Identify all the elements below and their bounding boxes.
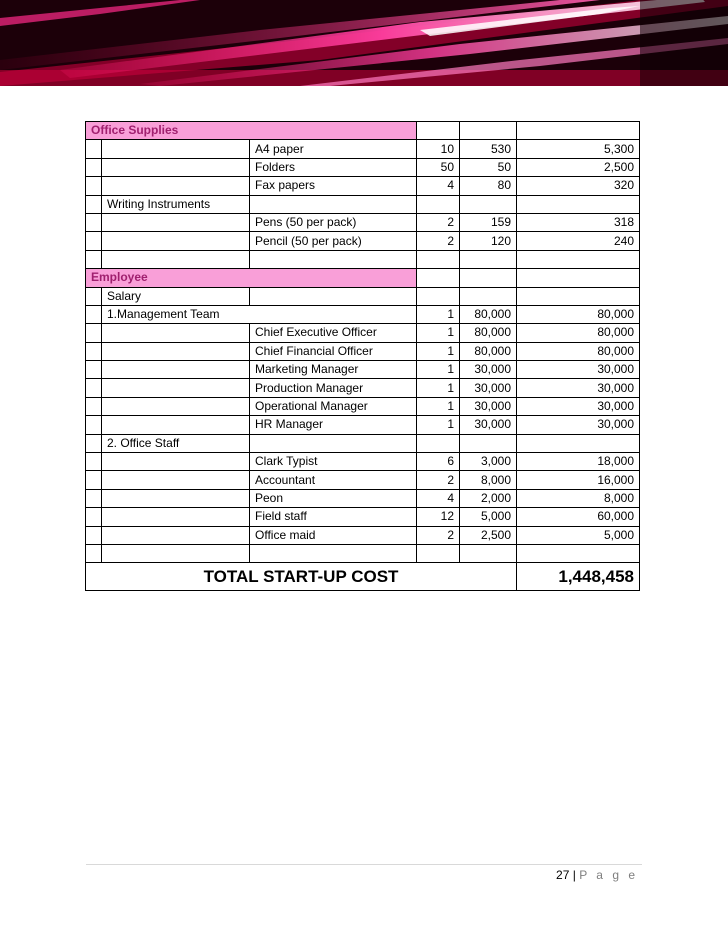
startup-cost-table <box>85 121 640 591</box>
group-cell <box>102 471 250 489</box>
indent-cell <box>86 287 102 305</box>
price-cell: 80,000 <box>460 305 517 323</box>
indent-cell <box>86 453 102 471</box>
group-cell <box>102 361 250 379</box>
qty-cell: 4 <box>417 177 460 195</box>
footer-divider <box>86 864 642 865</box>
price-cell <box>460 195 517 213</box>
price-cell <box>460 434 517 452</box>
group-cell <box>102 158 250 176</box>
table-row <box>86 471 640 489</box>
indent-cell <box>86 342 102 360</box>
price-cell: 30,000 <box>460 397 517 415</box>
table-row <box>86 489 640 507</box>
price-cell: 5,000 <box>460 508 517 526</box>
qty-cell: 1 <box>417 324 460 342</box>
total-cell: 80,000 <box>517 342 640 360</box>
group-cell <box>102 416 250 434</box>
qty-cell <box>417 269 460 287</box>
table-row <box>86 361 640 379</box>
item-label: Pencil (50 per pack) <box>250 232 417 250</box>
indent-cell <box>86 232 102 250</box>
table-row <box>86 397 640 415</box>
table-row <box>86 526 640 544</box>
qty-cell: 1 <box>417 397 460 415</box>
price-cell: 30,000 <box>460 416 517 434</box>
qty-cell <box>417 250 460 268</box>
total-cell: 30,000 <box>517 397 640 415</box>
table-row <box>86 544 640 562</box>
item-cell <box>250 287 417 305</box>
price-cell <box>460 250 517 268</box>
item-label: Pens (50 per pack) <box>250 213 417 231</box>
qty-cell: 2 <box>417 232 460 250</box>
group-cell <box>102 213 250 231</box>
indent-cell <box>86 544 102 562</box>
price-cell: 2,000 <box>460 489 517 507</box>
group-cell <box>102 342 250 360</box>
group-cell <box>102 397 250 415</box>
table-row <box>86 379 640 397</box>
item-label: Fax papers <box>250 177 417 195</box>
item-label: Folders <box>250 158 417 176</box>
indent-cell <box>86 397 102 415</box>
price-cell <box>460 287 517 305</box>
item-label: Chief Financial Officer <box>250 342 417 360</box>
indent-cell <box>86 489 102 507</box>
indent-cell <box>86 140 102 158</box>
indent-cell <box>86 195 102 213</box>
item-label: Chief Executive Officer <box>250 324 417 342</box>
group-cell <box>102 177 250 195</box>
qty-cell: 1 <box>417 342 460 360</box>
total-cell: 16,000 <box>517 471 640 489</box>
banner-graphic <box>0 0 728 86</box>
qty-cell <box>417 195 460 213</box>
page-footer <box>556 868 638 882</box>
total-cell: 30,000 <box>517 361 640 379</box>
item-label: Marketing Manager <box>250 361 417 379</box>
total-cell <box>517 544 640 562</box>
qty-cell: 1 <box>417 305 460 323</box>
table-row <box>86 508 640 526</box>
table-row <box>86 434 640 452</box>
item-label: Operational Manager <box>250 397 417 415</box>
item-label <box>250 544 417 562</box>
price-cell: 80,000 <box>460 342 517 360</box>
total-cell: 80,000 <box>517 305 640 323</box>
price-cell: 30,000 <box>460 379 517 397</box>
group-cell <box>102 489 250 507</box>
qty-cell <box>417 544 460 562</box>
total-cell: 5,300 <box>517 140 640 158</box>
price-cell: 8,000 <box>460 471 517 489</box>
table-row <box>86 324 640 342</box>
total-cell <box>517 250 640 268</box>
total-cell: 18,000 <box>517 453 640 471</box>
indent-cell <box>86 416 102 434</box>
item-label <box>250 250 417 268</box>
section-header-row <box>86 269 640 287</box>
total-cell: 318 <box>517 213 640 231</box>
total-cell: 2,500 <box>517 158 640 176</box>
qty-cell: 50 <box>417 158 460 176</box>
total-cell: 80,000 <box>517 324 640 342</box>
indent-cell <box>86 305 102 323</box>
group-cell <box>102 508 250 526</box>
indent-cell <box>86 379 102 397</box>
header-banner <box>0 0 728 86</box>
group-cell <box>102 379 250 397</box>
page-number: 27 <box>556 868 570 882</box>
price-cell: 30,000 <box>460 361 517 379</box>
total-cell <box>517 287 640 305</box>
item-label: HR Manager <box>250 416 417 434</box>
price-cell: 80,000 <box>460 324 517 342</box>
table-row <box>86 232 640 250</box>
page-separator: | <box>572 868 576 882</box>
indent-cell <box>86 361 102 379</box>
group-cell <box>102 544 250 562</box>
price-cell: 530 <box>460 140 517 158</box>
item-label: Field staff <box>250 508 417 526</box>
indent-cell <box>86 250 102 268</box>
price-cell: 50 <box>460 158 517 176</box>
table-row <box>86 177 640 195</box>
total-label: TOTAL START-UP COST <box>86 563 517 591</box>
indent-cell <box>86 158 102 176</box>
qty-cell <box>417 122 460 140</box>
total-cell <box>517 195 640 213</box>
table-row <box>86 158 640 176</box>
total-cell <box>517 434 640 452</box>
item-label: Peon <box>250 489 417 507</box>
group-cell <box>102 324 250 342</box>
indent-cell <box>86 434 102 452</box>
table-row <box>86 140 640 158</box>
indent-cell <box>86 324 102 342</box>
indent-cell <box>86 471 102 489</box>
qty-cell: 10 <box>417 140 460 158</box>
table-row <box>86 213 640 231</box>
price-cell: 80 <box>460 177 517 195</box>
group-cell <box>102 232 250 250</box>
group-cell <box>102 453 250 471</box>
qty-cell: 2 <box>417 213 460 231</box>
item-label: Accountant <box>250 471 417 489</box>
indent-cell <box>86 213 102 231</box>
group-cell <box>102 140 250 158</box>
qty-cell: 1 <box>417 379 460 397</box>
group-label: 2. Office Staff <box>102 434 250 452</box>
table-row <box>86 453 640 471</box>
table-row <box>86 250 640 268</box>
item-label: Office maid <box>250 526 417 544</box>
table-row <box>86 195 640 213</box>
qty-cell: 2 <box>417 471 460 489</box>
table-body <box>86 122 640 563</box>
total-cell: 320 <box>517 177 640 195</box>
price-cell <box>460 122 517 140</box>
qty-cell: 12 <box>417 508 460 526</box>
total-cell: 8,000 <box>517 489 640 507</box>
qty-cell: 4 <box>417 489 460 507</box>
price-cell <box>460 269 517 287</box>
group-label: Writing Instruments <box>102 195 250 213</box>
group-cell <box>102 250 250 268</box>
table-row <box>86 287 640 305</box>
total-cell: 30,000 <box>517 416 640 434</box>
total-cell: 5,000 <box>517 526 640 544</box>
section-header-row <box>86 122 640 140</box>
price-cell: 120 <box>460 232 517 250</box>
section-title: Office Supplies <box>86 122 417 140</box>
page-label: P a g e <box>579 868 638 882</box>
group-label: 1.Management Team <box>102 305 417 323</box>
table-row <box>86 416 640 434</box>
total-cell: 30,000 <box>517 379 640 397</box>
total-cell <box>517 122 640 140</box>
item-label: A4 paper <box>250 140 417 158</box>
total-cell: 60,000 <box>517 508 640 526</box>
total-cell: 240 <box>517 232 640 250</box>
item-cell <box>250 434 417 452</box>
qty-cell <box>417 287 460 305</box>
price-cell: 3,000 <box>460 453 517 471</box>
table-row <box>86 305 640 323</box>
qty-cell: 1 <box>417 361 460 379</box>
item-cell <box>250 195 417 213</box>
qty-cell: 6 <box>417 453 460 471</box>
price-cell <box>460 544 517 562</box>
item-label: Production Manager <box>250 379 417 397</box>
indent-cell <box>86 508 102 526</box>
indent-cell <box>86 177 102 195</box>
section-title: Employee <box>86 269 417 287</box>
total-cell <box>517 269 640 287</box>
qty-cell: 1 <box>417 416 460 434</box>
item-label: Clark Typist <box>250 453 417 471</box>
total-value: 1,448,458 <box>517 563 640 591</box>
group-label: Salary <box>102 287 250 305</box>
total-row <box>86 563 640 591</box>
group-cell <box>102 526 250 544</box>
table-row <box>86 342 640 360</box>
qty-cell <box>417 434 460 452</box>
qty-cell: 2 <box>417 526 460 544</box>
indent-cell <box>86 526 102 544</box>
price-cell: 159 <box>460 213 517 231</box>
price-cell: 2,500 <box>460 526 517 544</box>
